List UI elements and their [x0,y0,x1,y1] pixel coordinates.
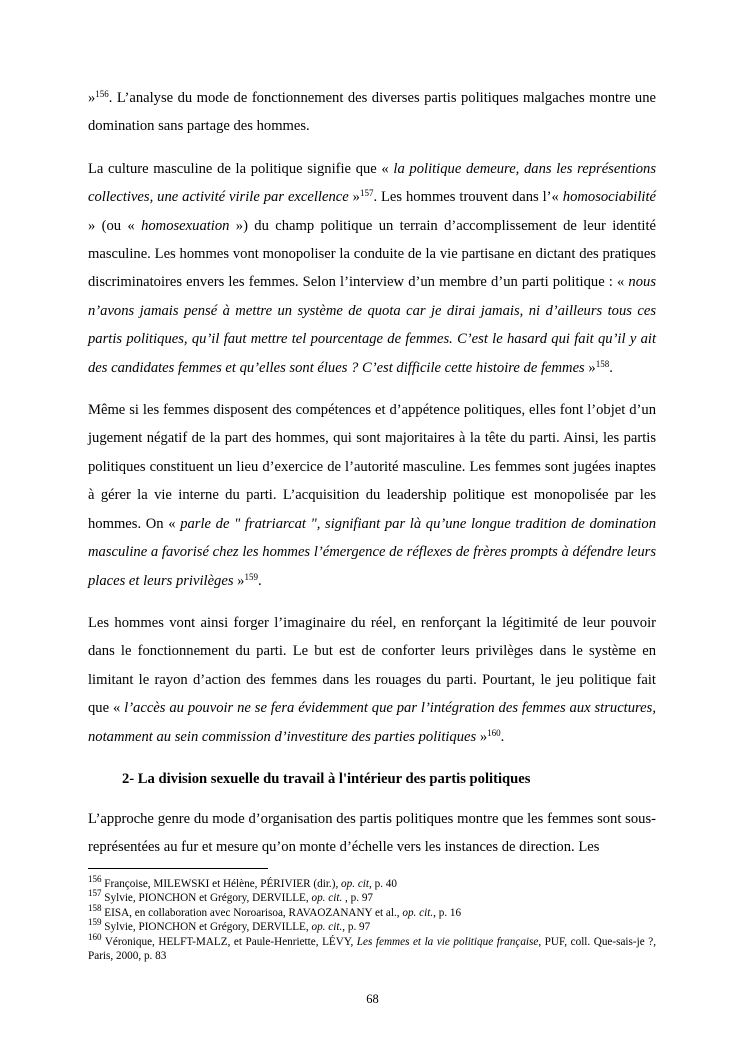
footnote-ref: 156 [95,89,109,100]
text-run: Françoise, MILEWSKI et Hélène, PÉRIVIER (dir.), [101,878,342,890]
text-run: , p. 97 [342,892,374,905]
italic-text: l’accès au pouvoir ne se fera évidemment que par l’intégration des femmes aux structures, notamment au sein commission d’investiture des parties politiques [88,700,656,745]
text-run: , p. 40 [369,878,397,890]
paragraph-p2 [88,155,656,382]
text-run: La culture masculine de la politique signifie que « [88,160,394,177]
text-run: Sylvie, PIONCHON et Grégory, DERVILLE, [101,892,312,905]
footnote-ref: 159 [88,917,102,928]
italic-text: Les femmes et la vie politique française [356,935,539,948]
paragraph-p5 [88,805,656,862]
footnote-ref: 160 [88,931,102,942]
paragraph-p1 [88,84,656,141]
footnote-ref: 157 [88,888,102,899]
footnote-ref: 159 [244,571,258,582]
italic-text: homosociabilité [562,189,656,206]
footnote-ref: 156 [88,874,102,885]
body-text-continued [88,805,656,862]
footnote-ref: 160 [487,727,501,738]
text-run: » (ou « [88,217,142,234]
page-number: 68 [366,992,379,1006]
footnotes [88,874,656,963]
italic-text: nous n’avons jamais pensé à mettre un système de quota car je dirai jamais, ni d’ailleurs tous ces partis politiques, qu’il faut mettre tel pourcentage de femmes. C’est le hasard qui fait qu’il y ait des candidates femmes et qu’elles sont élues ? C’est difficile cette histoire de femmes [88,274,656,376]
text-run: , p. 97 [342,921,371,934]
footnote-fn158 [88,902,656,920]
section-heading: 2- La division sexuelle du travail à l'intérieur des partis politiques [122,770,531,787]
text-run: » [584,359,596,376]
footnote-separator [88,868,268,869]
italic-text: homosexuation [141,217,230,234]
body-text [88,84,656,751]
text-run: , p. 16 [433,906,462,919]
text-run: » [348,189,360,206]
text-run: . [257,572,262,589]
italic-text: parle de " fratriarcat ", signifiant par là qu’une longue tradition de domination masculine a favorisé chez les hommes l’émergence de réflexes de frères prompts à défendre leurs places et leurs privilèges [88,515,656,589]
italic-text: op. cit [341,878,370,890]
footnote-fn156 [88,874,656,891]
paragraph-p3 [88,396,656,595]
text-run: Véronique, HELFT-MALZ, et Paule-Henriette, LÉVY, [101,935,357,948]
italic-text: op. cit. [402,906,434,919]
paragraph-p4 [88,609,656,751]
text-run: . Les hommes trouvent dans l’« [373,189,563,206]
footnote-fn157 [88,888,656,905]
text-run: » [233,572,245,589]
italic-text: la politique demeure, dans les représentions collectives, une activité virile par excellence [88,160,657,206]
text-run: . [500,728,505,745]
text-run: EISA, en collaboration avec Noroarisoa, RAVAOZANANY et al., [101,906,403,919]
text-run: . L’analyse du mode de fonctionnement des diverses partis politiques malgaches montre une domination sans partage des hommes. [88,90,656,135]
text-run: » [88,90,96,106]
text-run: Les hommes vont ainsi forger l’imaginaire du réel, en renforçant la légitimité de leur pouvoir dans le fonctionnement du parti. Le but est de conforter leurs privilèges dans le système en limitant le rayon d’action des femmes dans les rouages du parti. Pourtant, le jeu politique fait que « [88,614,656,717]
text-run: Même si les femmes disposent des compétences et d’appétence politiques, elles font l’objet d’un jugement négatif de la part des hommes, qui sont majoritaires à la tête du parti. Ainsi, les partis politiques constituent un lieu d’exercice de l’autorité masculine. Les femmes sont jugées inaptes à gérer la vie interne du parti. L’acquisition du leadership politique est monopolisée par les hommes. On « [88,402,656,532]
italic-text: op. cit. [311,921,343,934]
footnote-ref: 158 [88,902,102,913]
footnote-ref: 158 [595,358,610,369]
text-run: Sylvie, PIONCHON et Grégory, DERVILLE, [101,921,312,934]
page-body [88,84,656,876]
text-run: , PUF, coll. Que-sais-je ?, Paris, 2000, p. 83 [88,935,656,963]
text-run: ») du champ politique un terrain d’accomplissement de leur identité masculine. Les hommes vont monopoliser la conduite de la vie partisane en dictant des pratiques discriminatoires envers les femmes. Selon l’interview d’un membre d’un parti politique : « [88,217,656,291]
footnote-fn159 [88,917,656,934]
italic-text: op. cit. [311,892,343,905]
text-run: » [476,728,488,745]
footnote-fn160 [88,931,656,964]
footnote-ref: 157 [359,188,374,199]
text-run: L’approche genre du mode d’organisation des partis politiques montre que les femmes sont sous-représentées au fur et mesure qu’on monte d’échelle vers les instances de direction. Les [88,810,656,856]
text-run: . [609,359,613,376]
